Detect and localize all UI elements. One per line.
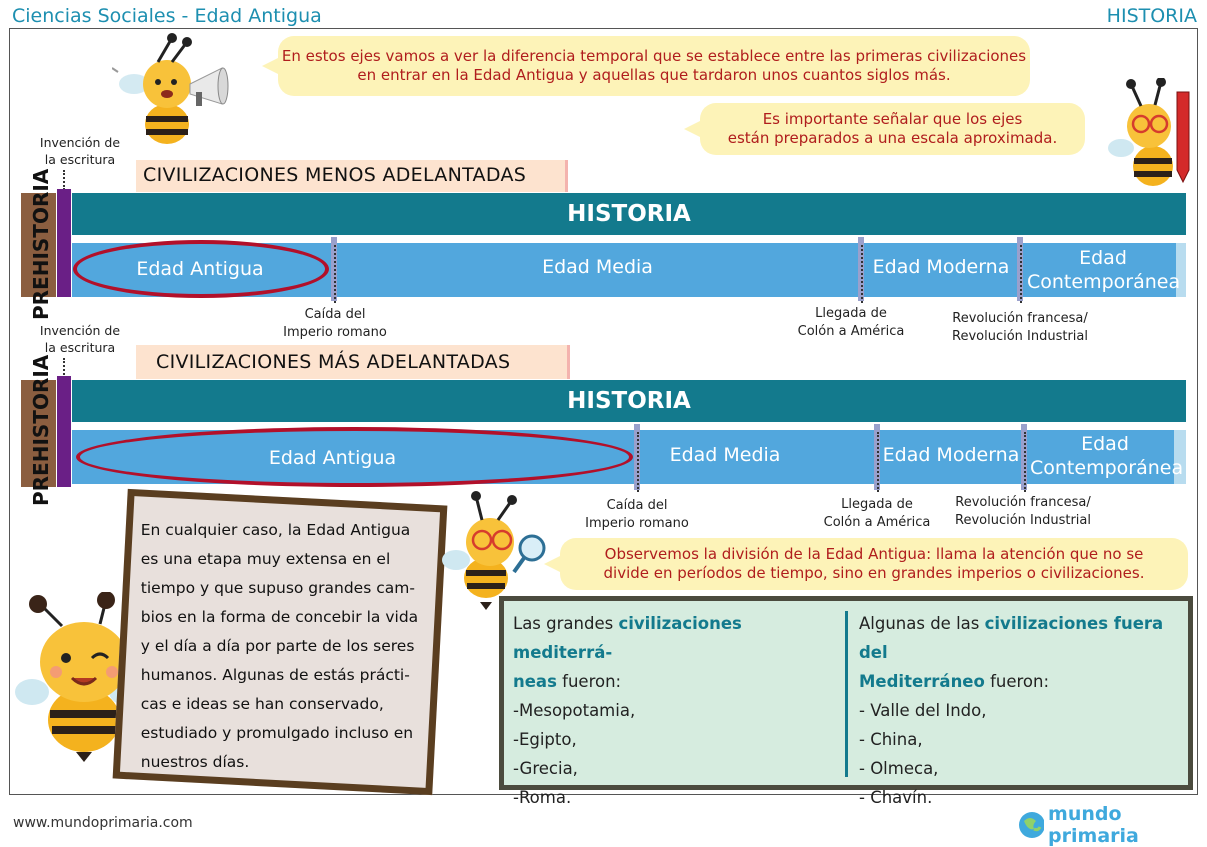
scale-bubble-line1: Es importante señalar que los ejes (762, 110, 1023, 128)
era-contemporanea-1-line2: Contemporánea (1027, 271, 1181, 293)
division-bubble (560, 538, 1188, 590)
separator-2a-dots (637, 432, 639, 492)
note-line: En cualquier caso, la Edad Antigua (140, 521, 411, 540)
note-line: estudiado y promulgado incluso en (140, 724, 414, 743)
event-revolution-1-line1: Revolución francesa/ (952, 311, 1088, 326)
mediterranean-column (513, 609, 838, 812)
writing-band-2 (57, 376, 71, 487)
separator-1a-dots (334, 245, 336, 303)
division-bubble-line2: divide en períodos de tiempo, sino en grandes imperios o civilizaciones. (603, 564, 1145, 582)
era-contemporanea-2 (1030, 432, 1184, 480)
footer-url[interactable]: www.mundoprimaria.com (13, 815, 193, 831)
event-revolution-2-line2: Revolución Industrial (955, 513, 1091, 528)
event-columbus-1-line2: Colón a América (797, 324, 905, 339)
era-media-2: Edad Media (669, 444, 781, 466)
event-columbus-2-line2: Colón a América (823, 515, 931, 530)
out-intro: Algunas de las (859, 614, 985, 633)
event-fall-rome-1-line2: Imperio romano (283, 325, 387, 340)
writing-label-1-line2: la escritura (44, 152, 116, 167)
note-line: tiempo y que supuso grandes cam- (140, 579, 415, 598)
list-item: -Egipto, (513, 730, 577, 749)
history-bar-2: HISTORIA (72, 380, 1186, 422)
med-bold-1: civilizaciones mediterrá- (513, 614, 742, 662)
mediterranean-heading-2 (513, 667, 838, 696)
event-columbus-1 (786, 305, 916, 341)
header-section: HISTORIA (1106, 5, 1197, 27)
era-contemporanea-2-line1: Edad (1081, 433, 1129, 455)
writing-label-1-line1: Invención de (39, 135, 121, 150)
title-less-advanced: CIVILIZACIONES MENOS ADELANTADAS (136, 160, 568, 192)
event-revolution-1 (945, 310, 1095, 346)
note-line: es una etapa muy extensa en el (140, 550, 391, 569)
column-divider (845, 611, 848, 777)
note-line: nuestros días. (140, 753, 250, 772)
prehistory-label-2: PREHISTORIA (29, 354, 53, 506)
era-antigua-2: Edad Antigua (268, 447, 397, 469)
outside-heading (859, 609, 1189, 667)
out-bold-2: Mediterráneo (859, 672, 985, 691)
bee-magnifier-icon (440, 490, 548, 610)
med-intro: Las grandes (513, 614, 619, 633)
history-bar-1: HISTORIA (72, 193, 1186, 235)
brand-name: mundo primaria (1048, 803, 1139, 847)
med-bold-2: neas (513, 672, 557, 691)
list-item: - Chavín. (859, 788, 933, 807)
event-revolution-2-line1: Revolución francesa/ (955, 495, 1091, 510)
note-text (141, 516, 427, 777)
list-item: -Roma. (513, 788, 572, 807)
event-columbus-1-line1: Llegada de (815, 306, 887, 321)
outside-column (859, 609, 1189, 812)
writing-band-1 (57, 189, 71, 297)
event-fall-rome-1 (270, 306, 400, 342)
title-more-advanced: CIVILIZACIONES MÁS ADELANTADAS (136, 345, 570, 379)
writing-label-1 (35, 134, 125, 168)
bee-megaphone-icon (112, 32, 237, 144)
event-columbus-2-line1: Llegada de (841, 497, 913, 512)
separator-1b-dots (861, 245, 863, 303)
writing-marker-1 (63, 170, 65, 190)
division-bubble-line1: Observemos la división de la Edad Antigua: llama la atención que no se (604, 545, 1144, 563)
civilizations-box (499, 596, 1193, 807)
outside-heading-2 (859, 667, 1189, 696)
event-revolution-2 (948, 494, 1098, 530)
out-bold-1: civilizaciones fuera del (859, 614, 1164, 662)
event-fall-rome-2-line1: Caída del (606, 498, 668, 513)
note-line: y el día a día por parte de los seres (140, 637, 415, 656)
note-line: bios en la forma de concebir la vida (140, 608, 419, 627)
era-antigua-1: Edad Antigua (136, 258, 264, 280)
note-board (113, 489, 448, 795)
era-contemporanea-2-line2: Contemporánea (1030, 457, 1184, 479)
med-after: fueron: (556, 672, 622, 691)
separator-2b-dots (877, 432, 879, 492)
intro-bubble: En estos ejes vamos a ver la diferencia temporal que se establece entre las primeras civilizaciones en entrar en la Edad Antigua y aquellas que tardaron unos cuantos siglos más. (278, 36, 1030, 96)
out-after: fueron: (984, 672, 1050, 691)
event-revolution-1-line2: Revolución Industrial (952, 329, 1088, 344)
prehistory-label-1: PREHISTORIA (29, 168, 53, 320)
event-columbus-2 (812, 496, 942, 532)
writing-marker-2 (63, 358, 65, 378)
era-media-1: Edad Media (542, 256, 653, 278)
note-line: humanos. Algunas de estás prácti- (140, 666, 410, 685)
separator-1c-dots (1020, 245, 1022, 303)
era-contemporanea-1 (1027, 246, 1179, 294)
event-fall-rome-2-line2: Imperio romano (585, 516, 689, 531)
bee-pencil-icon (1103, 78, 1201, 193)
footer-brand[interactable] (1018, 803, 1207, 847)
writing-label-2-line2: la escritura (44, 340, 116, 355)
list-item: -Grecia, (513, 759, 578, 778)
list-item: -Mesopotamia, (513, 701, 636, 720)
writing-label-2-line1: Invención de (39, 323, 121, 338)
event-fall-rome-1-line1: Caída del (304, 307, 366, 322)
era-contemporanea-1-line1: Edad (1079, 247, 1127, 269)
scale-bubble-line2: están preparados a una escala aproximada. (727, 129, 1058, 147)
globe-icon (1018, 811, 1044, 839)
event-fall-rome-2 (572, 497, 702, 533)
header-subject: Ciencias Sociales - Edad Antigua (12, 5, 322, 27)
era-moderna-1: Edad Moderna (872, 256, 1010, 278)
writing-label-2 (35, 322, 125, 356)
list-item: - Olmeca, (859, 759, 939, 778)
list-item: - China, (859, 730, 923, 749)
separator-2c-dots (1024, 432, 1026, 492)
scale-bubble (700, 103, 1085, 155)
list-item: - Valle del Indo, (859, 701, 987, 720)
mediterranean-heading (513, 609, 838, 667)
note-line: cas e ideas se han conservado, (140, 695, 384, 714)
era-moderna-2: Edad Moderna (882, 444, 1020, 466)
